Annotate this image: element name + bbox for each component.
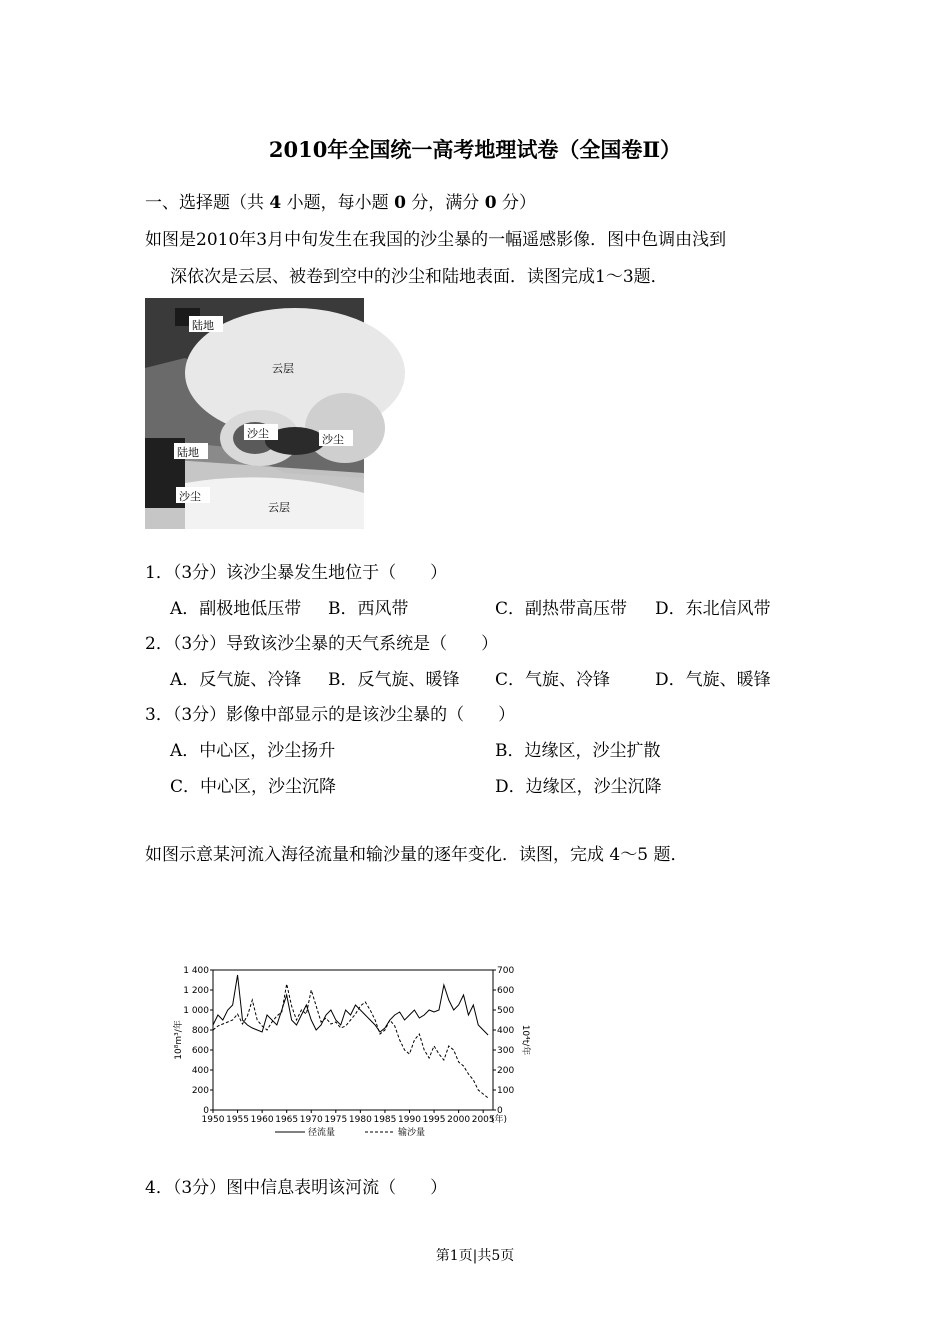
y-axis-left-label: 10⁸m³/年	[174, 1020, 184, 1060]
left-tick-label: 1 200	[183, 986, 209, 996]
q1-option-d[interactable]: D．东北信风带	[655, 599, 771, 619]
x-tick-label: 2005	[471, 1115, 495, 1125]
right-tick-label: 600	[497, 986, 515, 996]
label-dust-center: 沙尘	[247, 427, 269, 440]
label-cloud-bottom: 云层	[268, 501, 290, 514]
x-tick-label: 1955	[226, 1115, 250, 1125]
left-tick-label: 0	[203, 1106, 209, 1116]
right-tick-label: 700	[497, 966, 515, 976]
left-tick-label: 1 400	[183, 966, 209, 976]
right-tick-label: 500	[497, 1006, 515, 1016]
left-tick-label: 400	[191, 1066, 209, 1076]
question-4: 4．（3分）图中信息表明该河流（ ）	[145, 1178, 448, 1198]
chart-legend	[275, 1126, 425, 1138]
q3-option-c[interactable]: C．中心区，沙尘沉降	[170, 777, 337, 797]
x-tick-label: 1970	[299, 1115, 323, 1125]
left-tick-label: 600	[191, 1046, 209, 1056]
x-tick-label: 1985	[373, 1115, 397, 1125]
y-axis-right-label: 10⁴t/年	[520, 1024, 530, 1056]
plot-frame	[213, 970, 493, 1110]
right-tick-label: 300	[497, 1046, 515, 1056]
q3-option-d[interactable]: D．边缘区，沙尘沉降	[495, 777, 662, 797]
chart-lines	[213, 975, 488, 1098]
q2-option-c[interactable]: C．气旋、冷锋	[495, 670, 611, 690]
section-header: 一、选择题（共 4 小题，每小题 0 分，满分 0 分）	[145, 193, 536, 213]
x-tick-label: 2000	[447, 1115, 471, 1125]
left-tick-label: 1 000	[183, 1006, 209, 1016]
page-footer: 第1页|共5页	[435, 1248, 515, 1264]
river-chart	[174, 960, 530, 1145]
chart-axes	[172, 966, 532, 1125]
label-land-left: 陆地	[177, 446, 199, 459]
page-title: 2010年全国统一高考地理试卷（全国卷Ⅱ）	[268, 137, 682, 162]
right-tick-label: 0	[497, 1106, 503, 1116]
question-1: 1．（3分）该沙尘暴发生地位于（ ）	[145, 563, 448, 583]
right-tick-label: 200	[497, 1066, 515, 1076]
series-line-sediment	[213, 984, 488, 1098]
question-3: 3．（3分）影像中部显示的是该沙尘暴的（ ）	[145, 705, 516, 725]
x-tick-label: 1960	[250, 1115, 274, 1125]
satellite-image	[145, 298, 364, 529]
x-tick-label: 1965	[275, 1115, 299, 1125]
question-2: 2．（3分）导致该沙尘暴的天气系统是（ ）	[145, 634, 499, 654]
right-tick-label: 400	[497, 1026, 515, 1036]
right-tick-label: 100	[497, 1086, 515, 1096]
q3-option-a[interactable]: A．中心区，沙尘扬升	[170, 741, 336, 761]
x-tick-label: 1995	[422, 1115, 446, 1125]
series-line-runoff	[213, 975, 488, 1035]
label-land-top: 陆地	[192, 319, 214, 332]
q2-option-b[interactable]: B．反气旋、暖锋	[328, 670, 460, 690]
intro-paragraph-1-line-1: 如图是2010年3月中旬发生在我国的沙尘暴的一幅遥感影像．图中色调由浅到	[145, 230, 727, 250]
label-dust-left: 沙尘	[179, 490, 201, 503]
q2-option-d[interactable]: D．气旋、暖锋	[655, 670, 771, 690]
legend-label-runoff: 径流量	[308, 1128, 336, 1138]
x-tick-label: (年)	[490, 1115, 508, 1125]
intro-paragraph-1-line-2: 深依次是云层、被卷到空中的沙尘和陆地表面．读图完成1～3题．	[170, 267, 668, 287]
x-tick-label: 1980	[348, 1115, 372, 1125]
left-tick-label: 200	[191, 1086, 209, 1096]
q1-option-a[interactable]: A．副极地低压带	[170, 599, 302, 619]
x-tick-label: 1975	[324, 1115, 348, 1125]
q1-option-b[interactable]: B．西风带	[328, 599, 409, 619]
left-tick-label: 800	[191, 1026, 209, 1036]
q3-option-b[interactable]: B．边缘区，沙尘扩散	[495, 741, 661, 761]
label-dust-right: 沙尘	[322, 433, 344, 446]
x-tick-label: 1990	[398, 1115, 421, 1125]
intro-paragraph-2: 如图示意某河流入海径流量和输沙量的逐年变化．读图，完成 4～5 题．	[145, 845, 688, 865]
label-cloud-top: 云层	[272, 362, 294, 375]
q2-option-a[interactable]: A．反气旋、冷锋	[170, 670, 302, 690]
x-tick-label: 1950	[201, 1115, 225, 1125]
q1-option-c[interactable]: C．副热带高压带	[495, 599, 628, 619]
legend-label-sediment: 输沙量	[398, 1128, 426, 1138]
